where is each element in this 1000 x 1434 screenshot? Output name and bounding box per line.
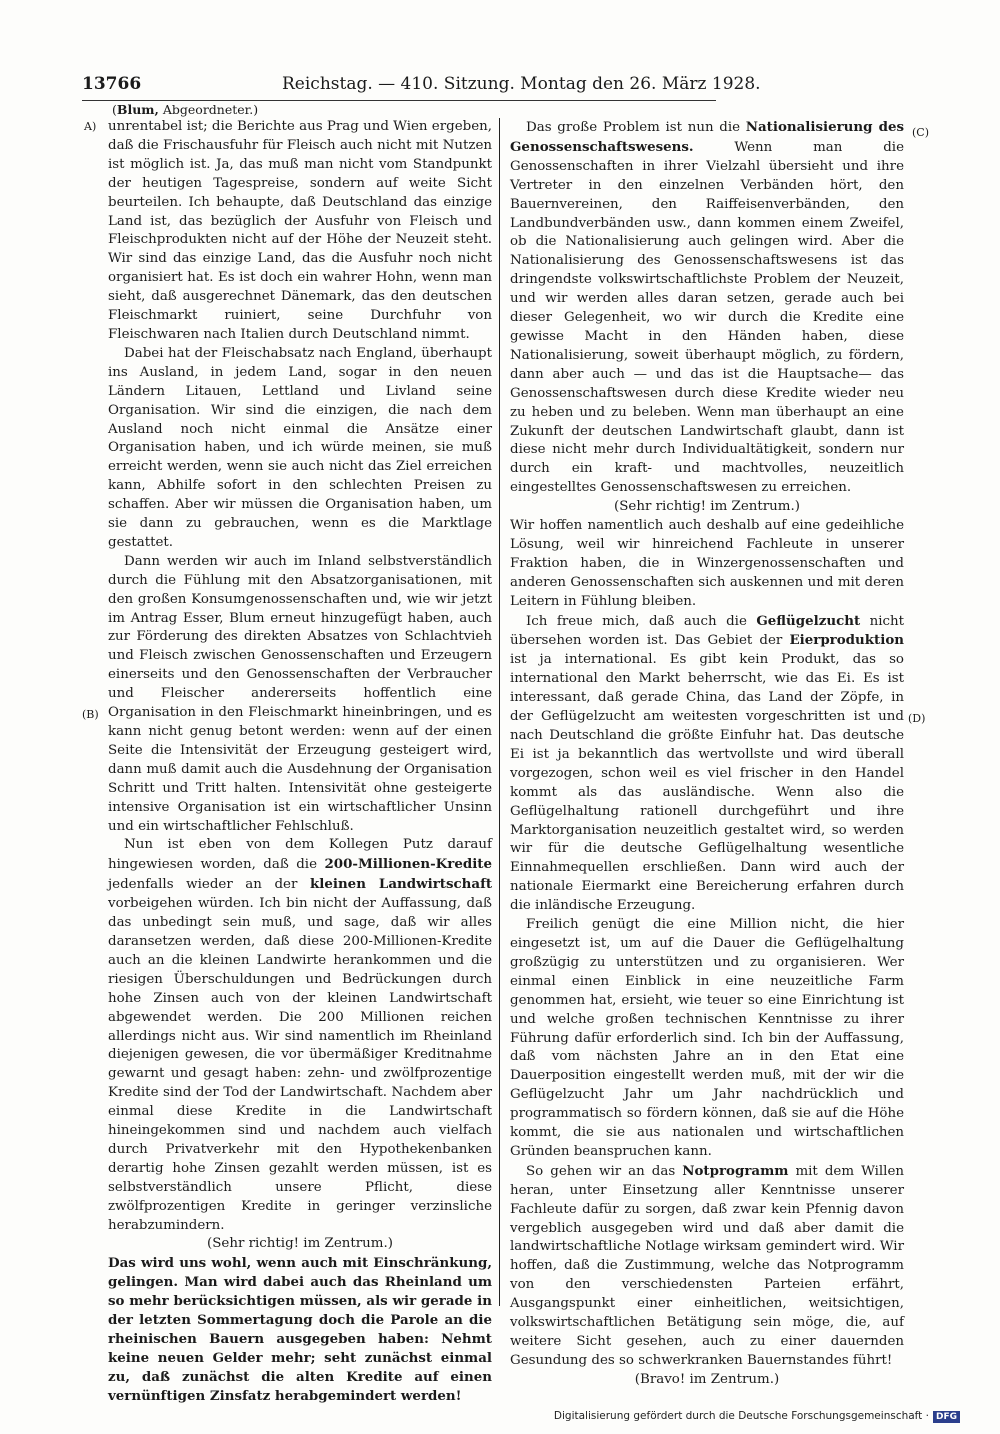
speaker-line xyxy=(112,102,258,117)
left-applause: (Sehr richtig! im Zentrum.) xyxy=(207,1236,393,1252)
left-p4-bold-small-agriculture: kleinen Landwirtschaft xyxy=(309,876,493,893)
marker-b: (B) xyxy=(82,708,99,721)
column-divider xyxy=(499,118,500,1306)
right-p3-bold-eierproduktion: Eierproduktion xyxy=(789,632,904,649)
left-p4-text-a: Nun ist eben von dem Kollegen Putz darauf hingewiesen worden, daß die xyxy=(108,837,492,873)
right-applause-2: (Bravo! im Zentrum.) xyxy=(634,1371,780,1387)
marker-d: (D) xyxy=(908,712,926,725)
footer-credit xyxy=(554,1410,960,1423)
right-paragraph-3 xyxy=(510,612,904,917)
left-paragraph-5: Das wird uns wohl, wenn auch mit Einschränkung, gelingen. Man wird dabei auch das Rheinland um so mehr berücksichtigen müssen, als wir gerade in der letzten Sommertagung doch die Parole an die rheinischen Bauern ausgegeben haben: Nehmt keine neuen Gelder mehr; seht zunächst einmal zu, daß zunächst die alten Kredite auf einen vernünftigen Zinsfatz herabgemindert werden! xyxy=(108,1255,492,1404)
page-title: Reichstag. — 410. Sitzung. Montag den 26. März 1928. xyxy=(282,74,761,94)
left-p4-text-d: vorbeigehen würden. Ich bin nicht der Auffassung, daß das unbedingt sein muß, und sage, daß wir alles daransetzen werden, daß diese 200-Millionen-Kredite auch an die kleinen Landwirte herankommen und die riesigen Überschuldungen und Bedrückungen durch hohe Zinsen auch von der kleinen Landwirtschaft abgewendet werden. Die 200 Millionen reichen allerdings nicht aus. Wir sind namentlich im Rheinland diejenigen gewesen, die vor übermäßiger Kreditnahme gewarnt und gesagt haben: zehn- und zwölfprozentige Kredite sind der Tod der Landwirtschaft. Nachdem aber einmal diese Kredite in die Landwirtschaft hineingekommen sind und nachdem auch vielfach durch Privatverkehr mit den Hypothekenbanken derartig hohe Zinsen gezahlt werden müssen, ist es selbstverständlich unsere Pflicht, diese zwölfprozentigen Kredite in geringer verzinsliche herabzumindern. xyxy=(108,896,492,1233)
right-p5-text-c: mit dem Willen heran, unter Einsetzung aller Kenntnisse unserer Fachleute dafür zu sorgen, daß zwar kein Pfennig davon vergeblich ausgegeben wird und daß aber damit die landwirtschaftliche Notlage wirksam gemindert wird. Wir hoffen, daß die Zustimmung, welche das Notprogramm von den verschiedensten Parteien erfährt, Ausgangspunkt einer einheitlichen, weitsichtigen, volkswirtschaftlichen Betätigung sein möge, die, auf weitere Sicht gesehen, auch zu einer dauernden Gesundung des so schwerkranken Bauernstandes führt! xyxy=(510,1163,904,1368)
left-p4-bold-credits: 200-Millionen-Kredite xyxy=(324,856,492,873)
footer-text: Digitalisierung gefördert durch die Deutsche Forschungsgemeinschaft · xyxy=(553,1410,929,1422)
right-p3-text-c: nicht übersehen worden ist. Das Gebiet der xyxy=(510,613,905,649)
right-paragraph-5 xyxy=(510,1162,904,1371)
page-number: 13766 xyxy=(82,74,142,94)
marker-c: (C) xyxy=(912,126,929,139)
right-paragraph-4: Freilich genügt die eine Million nicht, die hier eingesetzt ist, um auf die Dauer die Geflügelhaltung großzügig zu unterstützen und zu organisieren. Wer einmal einen Einblick in eine neuzeitliche Farm genommen hat, ersieht, wie teuer so eine Einrichtung ist und welche großen technischen Kenntnisse zu ihrer Führung dafür erforderlich sind. Ich bin der Auffassung, daß vom nächsten Jahre an in den Etat eine Dauerposition eingestellt werden muß, mit der wir die Geflügelzucht Jahr um Jahr nachdrücklich und programmatisch so fördern können, daß sie auf die Höhe kommt, die sie aus nationalen und wirtschaftlichen Gründen beanspruchen kann. xyxy=(510,917,904,1159)
speaker-open-paren: ( xyxy=(112,102,117,117)
left-paragraph-3: Dann werden wir auch im Inland selbstverständlich durch die Fühlung mit den Absatzorganisationen, mit den großen Konsumgenossenschaften und, wie wir jetzt im Antrag Esser, Blum erneut hinzugefügt haben, auch zur Förderung des direkten Absatzes von Schlachtvieh und Fleisch zwischen Genossenschaften und Erzeugern einerseits und den Genossenschaften der Verbraucher und Fleischer andererseits hoffentlich eine Organisation in den Fleischmarkt hineinbringen, und es kann nicht genug betont werden: wenn auf der einen Seite die Intensivität der Erzeugung gesteigert wird, dann muß damit auch die Ausdehnung der Organisation Schritt und Tritt halten. Intensivität ohne gesteigerte intensive Organisation ist ein wirtschaftlicher Unsinn und ein wirtschaftlicher Fehlschluß. xyxy=(108,553,492,834)
right-p1-text-c: Wenn man die Genossenschaften in ihrer Vielzahl übersieht und ihre Vertreter in den einzelnen Verbänden hört, den Bauernvereinen, den Raiffeisenverbänden, den Landbundverbänden usw., dann kommen einem Zweifel, ob die Nationalisierung auch gelingen wird. Aber die Nationalisierung des Genossenschaftswesens ist das dringendste volkswirtschaftlichste Problem der Neuzeit, und wir werden alles daran setzen, gerade auch bei dieser Gelegenheit, wo wir durch die Kredite eine gewisse Macht in den Händen haben, diese Nationalisierung, soweit überhaupt möglich, zu fördern, dann aber auch — und das ist die Hauptsache— das Genossenschaftswesen durch diese Kredite wieder neu zu heben und zu beleben. Wenn man überhaupt an eine Zukunft der deutschen Landwirtschaft glaubt, dann ist diese nicht mehr durch Individualtätigkeit, sondern nur durch ein kraft- und machtvolles, neuzeitlich eingestelltes Genossenschaftswesen zu erreichen. xyxy=(510,139,904,496)
page-header xyxy=(82,74,761,98)
left-paragraph-2: Dabei hat der Fleischabsatz nach England, überhaupt ins Ausland, in jedem Land, sogar in den neuen Ländern Litauen, Lettland und Livland seine Organisation. Wir sind die einzigen, die nach dem Ausland noch nicht einmal die Ansätze einer Organisation haben, und ich würde meinen, sie muß erreicht werden, wenn sie auch nicht das Ziel erreichen kann, Abhilfe sofort in den schlechten Preisen zu schaffen. Aber wir müssen die Organisation haben, um sie dann zu gebrauchen, wenn es die Marktlage gestattet. xyxy=(108,345,492,550)
left-paragraph-1: unrentabel ist; die Berichte aus Prag und Wien ergeben, daß die Frischausfuhr für Fleisch auch nicht mit Nutzen ist möglich ist. Ja, das muß man nicht vom Standpunkt der heutigen Tagespreise, sondern auf weite Sicht beurteilen. Ich behaupte, daß Deutschland das einzige Land ist, das bezüglich der Ausfuhr von Fleisch und Fleischprodukten nicht auf der Höhe der Neuzeit steht. Wir sind das einzige Land, das die Ausfuhr noch nicht organisiert hat. Es ist doch ein wahrer Hohn, wenn man sieht, daß ausgerechnet Dänemark, das den deutschen Fleischmarkt ruiniert, seine Durchfuhr von Fleischwaren nach Italien durch Deutschland nimmt. xyxy=(108,119,492,342)
right-p3-text-d: ist ja international. Es gibt kein Produkt, das so international den Markt beherrscht, wie das Ei. Es ist interessant, daß gerade China, das Land der Zöpfe, in der Geflügelzucht am weitesten vorgeschritten ist und nach Deutschland die größte Einfuhr hat. Das deutsche Ei ist ja bekanntlich das wertvollste und wird überall vorgezogen, schon weil es viel frischer in den Handel kommt als das ausländische. Wenn also die Geflügelhaltung rationell durchgeführt und ihre Marktorganisation neuzeitlich gestaltet wird, so werden wir für die deutsche Geflügelhaltung wesentliche Einnahmequellen erschließen. Dann wird auch der nationale Eiermarkt eine Bereicherung erfahren durch die inländische Erzeugung. xyxy=(510,652,904,914)
header-rule xyxy=(82,100,716,101)
right-paragraph-2: Wir hoffen namentlich auch deshalb auf eine gedeihliche Lösung, weil wir hinreichend Fachleute in unserer Fraktion haben, die in Winzergenossenschaften und anderen Genossenschaften sich auskennen und mit deren Leitern in Fühlung bleiben. xyxy=(510,518,904,609)
right-p5-bold-notprogramm: Notprogramm xyxy=(682,1162,789,1179)
right-column xyxy=(510,118,905,1387)
speaker-name: Blum, xyxy=(116,102,159,117)
left-paragraph-4 xyxy=(108,836,492,1235)
right-p1-bold-nationalisierung: Nationalisierung des Genossenschaftswesens. xyxy=(510,119,905,155)
speaker-role: Abgeordneter.) xyxy=(162,102,259,117)
right-p3-text-a: Ich freue mich, daß auch die xyxy=(526,613,757,629)
right-p5-text-a: So gehen wir an das xyxy=(526,1163,683,1179)
right-applause-1: (Sehr richtig! im Zentrum.) xyxy=(614,499,800,515)
left-column xyxy=(108,118,493,1404)
dfg-logo: DFG xyxy=(933,1411,960,1423)
right-paragraph-1 xyxy=(510,118,904,498)
right-p3-bold-gefluegelzucht: Geflügelzucht xyxy=(756,612,861,629)
left-p4-text-c: jedenfalls wieder an der xyxy=(108,877,310,893)
right-p1-text-a: Das große Problem ist nun die xyxy=(526,120,746,135)
marker-a: A) xyxy=(84,120,97,133)
